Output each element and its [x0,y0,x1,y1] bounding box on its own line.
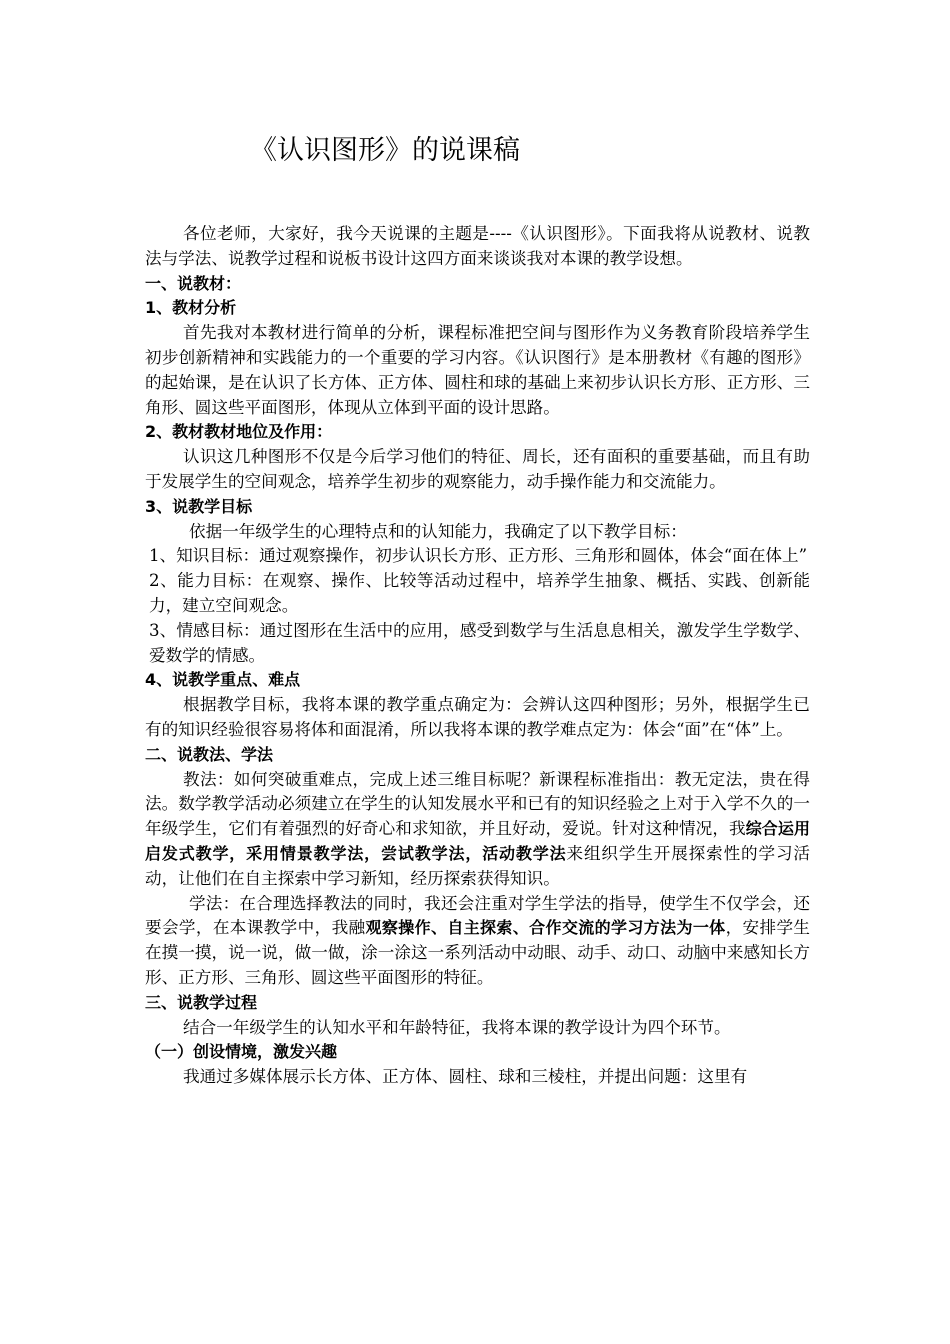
paragraph-3: 结合一年级学生的认知水平和年龄特征，我将本课的教学设计为四个环节。 [183,1017,731,1037]
paragraph-learning-method [145,892,810,991]
subheading-1-1: 1、教材分析 [145,298,237,318]
goal-emotion: 3、情感目标：通过图形在生活中的应用，感受到数学与生活息息相关，激发学生学数学、爱数学的情感。 [149,620,810,665]
learning-method-bold: 观察操作、自主探索、合作交流的学习方法为一体 [365,918,726,938]
teaching-method-bold: 综合运用启发式教学，采用情景教学法，尝试教学法，活动教学法 [145,819,810,863]
document-body [145,222,810,1090]
paragraph-1-2: 认识这几种图形不仅是今后学习他们的特征、周长，还有面积的重要基础，而且有助于发展学生的空间观念，培养学生初步的观察能力，动手操作能力和交流能力。 [145,447,810,491]
section-heading-2: 二、说教法、学法 [145,744,274,764]
goal-knowledge: 1、知识目标：通过观察操作，初步认识长方形、正方形、三角形和圆体，体会“面在体上” [149,546,808,566]
section-heading-1: 一、说教材： [145,273,242,293]
paragraph-1-1: 首先我对本教材进行简单的分析，课程标准把空间与图形作为义务教育阶段培养学生初步创新精神和实践能力的一个重要的学习内容。《认识图行》是本册教材《有趣的图形》的起始课，是在认识了长方体、正方体、圆柱和球的基础上来初步认识长方形、正方形、三角形、圆这些平面图形，体现从立体到平面的设计思路。 [145,323,810,417]
intro-paragraph: 各位老师，大家好，我今天说课的主题是----《认识图形》。下面我将从说教材、说教法与学法、说教学过程和说板书设计这四方面来谈谈我对本课的教学设想。 [145,224,810,268]
paragraph-1-3-intro: 依据一年级学生的心理特点和的认知能力，我确定了以下教学目标： [189,521,687,541]
teaching-method-text-c: 来组织学生开展探索性的学习活动，让他们在自主探索中学习新知，经历探索获得知识。 [145,843,810,888]
goal-ability: 2、能力目标：在观察、操作、比较等活动过程中，培养学生抽象、概括、实践、创新能力，建立空间观念。 [149,571,810,615]
paragraph-teaching-method [145,768,810,892]
subheading-1-4: 4、说教学重点、难点 [145,670,301,690]
section-heading-3: 三、说教学过程 [145,992,258,1012]
subheading-3-1: （一）创设情境，激发兴趣 [145,1042,338,1062]
paragraph-1-4: 根据教学目标，我将本课的教学重点确定为：会辨认这四种图形；另外，根据学生已有的知识经验很容易将体和面混淆，所以我将本课的教学难点定为：体会“面”在“体”上。 [145,695,810,739]
teaching-method-text-a: 教法：如何突破重难点，完成上述三维目标呢？新课程标准指出：教无定法，贵在得法。数学教学活动必须建立在学生的认知发展水平和已有的知识经验之上对于入学不久的一年级学生，它们有着强烈的好奇心和求知欲，并且好动，爱说。针对这种情况，我 [145,769,810,839]
paragraph-3-1: 我通过多媒体展示长方体、正方体、圆柱、球和三棱柱，并提出问题：这里有 [183,1067,748,1087]
learning-method-text-c: ，安排学生在摸一摸，说一说，做一做，涂一涂这一系列活动中动眼、动手、动口、动脑中来感知长方形、正方形、三角形、圆这些平面图形的特征。 [145,918,810,987]
subheading-1-3: 3、说教学目标 [145,496,253,516]
document-title: 《认识图形》的说课稿 [250,135,520,166]
subheading-1-2: 2、教材教材地位及作用： [145,422,333,442]
learning-method-text-a: 学法：在合理选择教法的同时，我还会注重对学生学法的指导，使学生不仅学会，还要会学，在本课教学中，我融 [145,893,810,938]
